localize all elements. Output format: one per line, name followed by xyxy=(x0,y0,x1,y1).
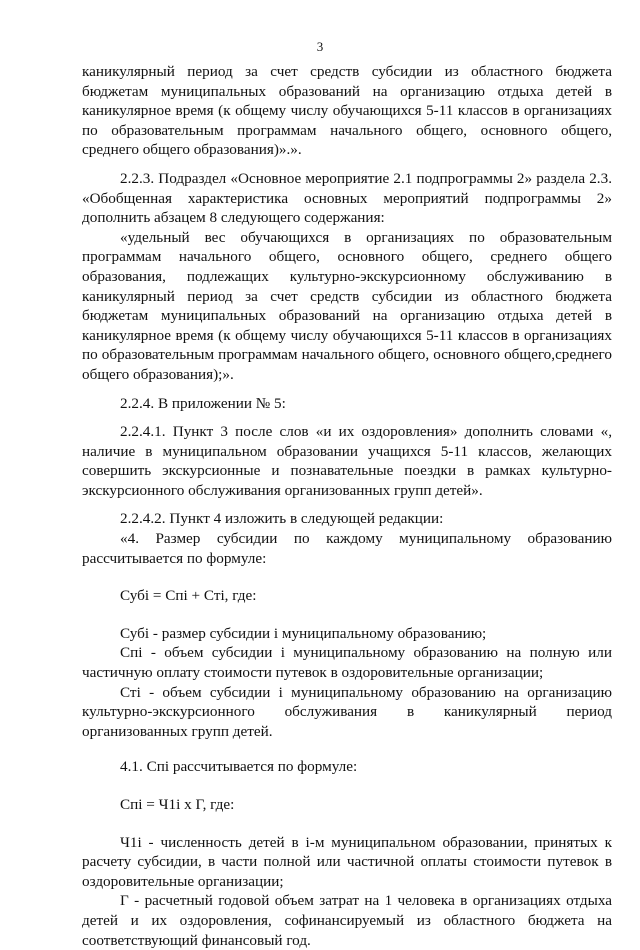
definition-st: Стi - объем субсидии i муниципальному образованию на организацию культурно-экскурсионного обслуживания в каникулярный период организованных групп детей. xyxy=(82,683,612,740)
paragraph-2-2-4-1: 2.2.4.1. Пункт 3 после слов «и их оздоровления» дополнить словами «, наличие в муниципальном образовании учащихся 5-11 классов, желающих совершить экскурсионные и познавательные поездки в рамках культурно-экскурсионного обслуживания организованных групп детей». xyxy=(82,423,612,499)
definition-g: Г - расчетный годовой объем затрат на 1 человека в организациях отдыха детей и их оздоровления, софинансируемый из областного бюджета на соответствующий финансовый год. xyxy=(82,892,612,949)
paragraph-2-2-4: 2.2.4. В приложении № 5: xyxy=(120,394,286,412)
paragraph-quote-share: «удельный вес обучающихся в организациях по образовательным программам начального общего, основного общего, среднего общего образования, подлежащих культурно-экскурсионному обслуживанию в каникулярный период за счет средств субсидии из областного бюджета бюджетам муниципальных образований на организацию отдыха детей в каникулярное время (к общему числу обучающихся 5-11 классов в организациях по образовательным программам начального общего, основного общего,среднего общего образования);». xyxy=(82,228,612,383)
paragraph-4-1: 4.1. Спi рассчитывается по формуле: xyxy=(120,758,358,776)
formula-sp: Спi = Ч1i х Г, где: xyxy=(120,796,235,813)
page-number: 3 xyxy=(316,39,324,54)
paragraph-2-2-4-2: 2.2.4.2. Пункт 4 изложить в следующей редакции: xyxy=(120,510,444,528)
formula-subsidy: Субi = Спi + Стi, где: xyxy=(120,587,257,605)
paragraph-item-4: «4. Размер субсидии по каждому муниципальному образованию рассчитывается по формуле: xyxy=(82,530,612,567)
paragraph-2-2-3: 2.2.3. Подраздел «Основное мероприятие 2.1 подпрограммы 2» раздела 2.3. «Обобщенная характеристика основных мероприятий подпрограммы 2» дополнить абзацем 8 следующего содержания: xyxy=(82,169,612,227)
definition-ch1: Ч1i - численность детей в i-м муниципальном образовании, принятых к расчету субсидии, в части полной или частичной оплаты стоимости путевок в оздоровительные организации; xyxy=(82,833,612,890)
definition-sp: Спi - объем субсидии i муниципальному образованию на полную или частичную оплату стоимости путевок в оздоровительные организации; xyxy=(82,644,612,682)
paragraph-continuation: каникулярный период за счет средств субсидии из областного бюджета бюджетам муниципальных образований на организацию отдыха детей в каникулярное время (к общему числу обучающихся 5-11 классов в организациях по образовательным программам начального общего, основного общего, среднего общего образования)».». xyxy=(82,63,612,159)
document-body xyxy=(82,62,612,950)
definition-sub: Субi - размер субсидии i муниципальному образованию; xyxy=(120,624,487,642)
